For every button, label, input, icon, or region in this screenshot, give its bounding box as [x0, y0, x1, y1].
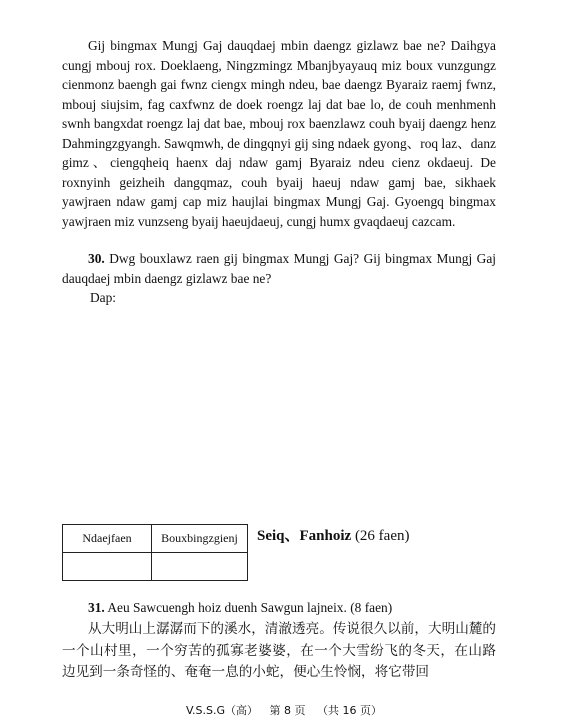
footer-code: V.S.S.G（高）: [185, 704, 259, 717]
section-heading: [257, 524, 410, 545]
section-title: Seiq、Fanhoiz: [257, 528, 352, 544]
question-31-text: Aeu Sawcuengh hoiz duenh Sawgun lajneix. (8 faen): [107, 600, 393, 615]
grader-cell[interactable]: [152, 553, 248, 581]
chinese-passage-text: 从大明山上潺潺而下的溪水，清澈透亮。传说很久以前，大明山麓的一个山村里，一个穷苦的孤寡老婆婆，在一个大雪纷飞的冬天，在山路边见到一条奇怪的、奄奄一息的小蛇，便心生怜悯，将它带回: [62, 621, 496, 679]
chinese-passage: [62, 618, 496, 683]
passage-text: Gij bingmax Mungj Gaj dauqdaej mbin daengz gizlawz bae ne? Daihgya cungj mbouj rox. Doeklaeng, Ningzmingz Mbanjbyayauq miz boux vunzgungz cienmonz baengh gai fwnz ciengx mingh ndeu, bae daengz Byaraiz raemj fwnz, mbouj siujsim, fag caxfwnz de doek roengz laj dat bae lo, de couh menhmenh swnh bangxdat roengz laj dat bae, mbouj rox baenzlawz couh byaij daengz henz Dahmingzgyangh. Sawqmwh, de dingqnyi gij sing ndaek gyong、roq laz、danz gimz、ciengqheiq haenx daj ndaw gamj Byaraiz ndeu cienz okdaeuj. De roxnyinh geizheih dangqmaz, couh byaij haeuj ndaw gamj bae, sikhaek yawjraen ndaw gamj cap miz haujlai bingmax Mungj Gaj. Gyoengq bingmax yawjraen miz vunzseng byaij haeujdaeuj, cungj humx gvaqdaeuj cazcam.: [62, 38, 496, 229]
question-30-text: Dwg bouxlawz raen gij bingmax Mungj Gaj? Gij bingmax Mungj Gaj dauqdaej mbin daengz gizlawz bae ne?: [62, 251, 496, 286]
question-31: [62, 598, 496, 618]
score-table: [62, 524, 248, 581]
grader-header: Bouxbingzgienj: [152, 525, 248, 553]
question-30-number: 30.: [88, 251, 105, 266]
page-footer: [0, 702, 568, 718]
footer-total: （共 16 页）: [317, 704, 383, 717]
question-30: [62, 249, 496, 288]
answer-label: Dap:: [90, 290, 117, 305]
score-header: Ndaejfaen: [63, 525, 152, 553]
reading-passage: [62, 36, 496, 231]
score-cell[interactable]: [63, 553, 152, 581]
footer-page: 第 8 页: [269, 704, 306, 717]
question-31-number: 31.: [88, 600, 105, 615]
section-points: (26 faen): [354, 528, 410, 544]
